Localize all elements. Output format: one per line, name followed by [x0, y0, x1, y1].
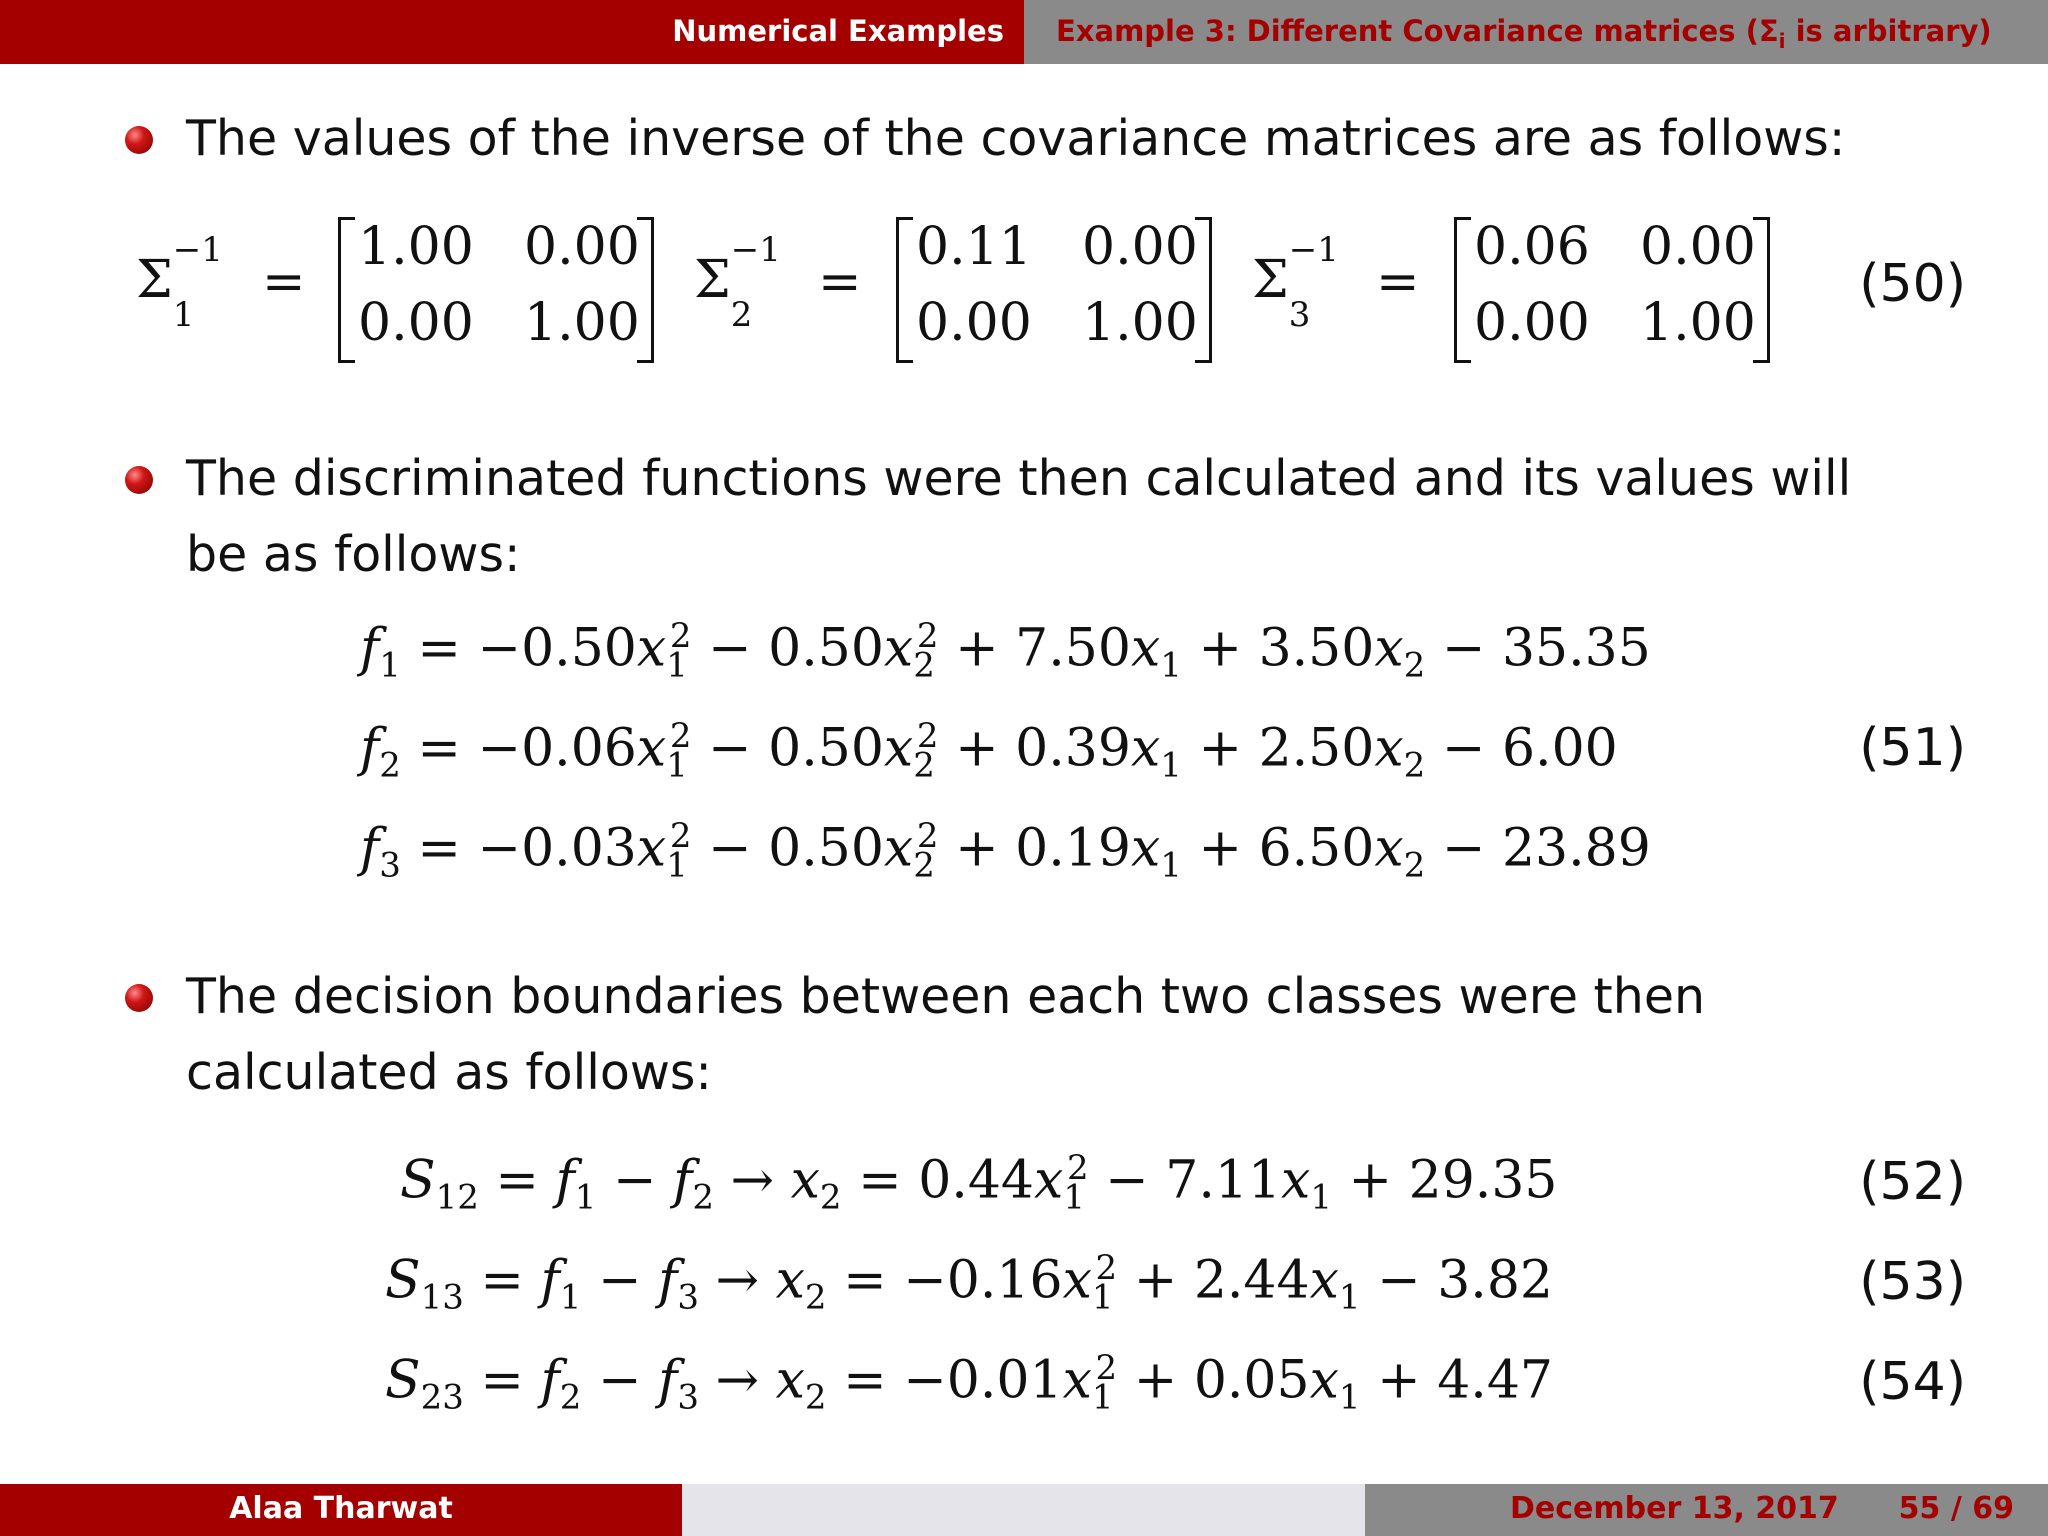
- equation-number-50: (50): [1859, 254, 1966, 314]
- header-right: [1024, 0, 2048, 64]
- bullet-icon: [125, 126, 153, 154]
- equation-number-54: (54): [1859, 1352, 1966, 1412]
- bullet-text-3b: calculated as follows:: [186, 1044, 712, 1101]
- equation-f2: $f_2 = -0.06x_1^2 - 0.50x_2^2 + 0.39x_1 + 2.50x_2 - 6.00$: [360, 716, 1618, 786]
- bullet-text-2: The discriminated functions were then calculated and its values will: [186, 450, 1852, 507]
- equation-f3: $f_3 = -0.03x_1^2 - 0.50x_2^2 + 0.19x_1 + 6.50x_2 - 23.89$: [360, 816, 1651, 886]
- bullet-icon: [125, 466, 153, 494]
- footer-middle: [682, 1484, 1365, 1536]
- equation-f1: $f_1 = -0.50x_1^2 - 0.50x_2^2 + 7.50x_1 + 3.50x_2 - 35.35$: [360, 616, 1651, 686]
- bullet-text-1: The values of the inverse of the covariance matrices are as follows:: [186, 110, 1846, 167]
- footer-page-number: 55 / 69: [1898, 1491, 2014, 1526]
- footer-date: December 13, 2017: [1510, 1491, 1839, 1526]
- section-title: Numerical Examples: [672, 14, 1004, 48]
- equation-s23: $S_{23} = f_2 - f_3 \to x_2 = -0.01x_1^2 + 0.05x_1 + 4.47$: [385, 1348, 1553, 1418]
- header-bar: [0, 0, 2048, 64]
- bullet-icon: [125, 984, 153, 1012]
- bullet-text-2b: be as follows:: [186, 526, 521, 583]
- equation-number-51: (51): [1859, 718, 1966, 778]
- equation-s13: $S_{13} = f_1 - f_3 \to x_2 = -0.16x_1^2 + 2.44x_1 - 3.82$: [385, 1248, 1553, 1318]
- equation-number-52: (52): [1859, 1152, 1966, 1212]
- equation-s12: $S_{12} = f_1 - f_2 \to x_2 = 0.44x_1^2 - 7.11x_1 + 29.35$: [400, 1148, 1558, 1218]
- equation-number-53: (53): [1859, 1252, 1966, 1312]
- footer-bar: [0, 1484, 2048, 1536]
- header-left: [0, 0, 1024, 64]
- bullet-text-3: The decision boundaries between each two classes were then: [186, 968, 1706, 1025]
- footer-author: Alaa Tharwat: [229, 1491, 453, 1526]
- subsection-title: Example 3: Different Covariance matrices ($\Sigma_i$ is arbitrary): [1056, 14, 1992, 53]
